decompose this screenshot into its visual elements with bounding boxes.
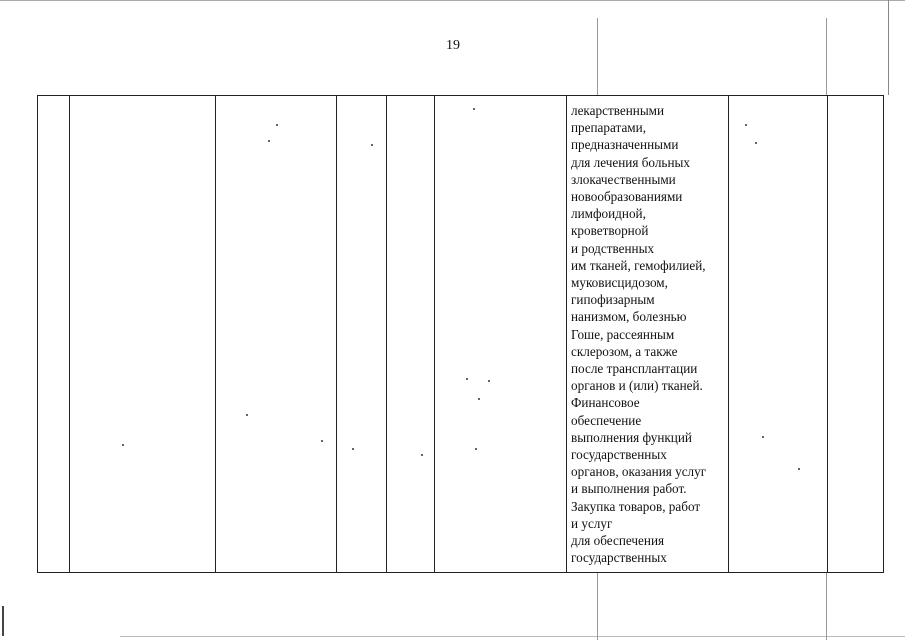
purpose-cell-line: органов, оказания услуг — [571, 464, 707, 480]
column-divider-4 — [386, 96, 387, 572]
purpose-cell-line: выполнения функций — [571, 429, 692, 445]
purpose-cell-line: предназначенными — [571, 137, 679, 153]
scan-edge-right — [888, 0, 889, 95]
scan-fold-line-center — [597, 18, 598, 95]
page-number: 19 — [446, 38, 460, 53]
scan-speck — [276, 124, 278, 126]
column-divider-6 — [566, 96, 567, 572]
scan-speck — [352, 448, 354, 450]
purpose-cell-line: нанизмом, болезнью — [571, 309, 687, 325]
scan-edge-top — [0, 0, 905, 1]
purpose-cell-line: кроветворной — [571, 223, 649, 239]
scan-speck — [268, 140, 270, 142]
purpose-cell-line: лекарственными — [571, 103, 665, 118]
purpose-cell-line: склерозом, а также — [571, 343, 678, 359]
purpose-cell-line: государственных — [571, 550, 667, 566]
scan-speck — [745, 124, 747, 126]
scan-speck — [798, 468, 800, 470]
purpose-cell-line: для лечения больных — [571, 154, 690, 170]
scan-fold-line-center-bottom — [597, 573, 598, 640]
column-divider-8 — [827, 96, 828, 572]
column-divider-1 — [69, 96, 70, 572]
purpose-cell-line: обеспечение — [571, 412, 642, 428]
continuation-table — [37, 95, 884, 573]
purpose-cell-line: для обеспечения — [571, 533, 665, 549]
scan-speck — [246, 414, 248, 416]
scan-speck — [762, 436, 764, 438]
scan-edge-left-mark — [2, 606, 4, 636]
scan-speck — [466, 378, 468, 380]
purpose-cell-line: злокачественными — [571, 171, 676, 187]
purpose-cell — [571, 102, 731, 566]
purpose-cell-line: лимфоидной, — [571, 206, 646, 222]
scan-speck — [421, 454, 423, 456]
purpose-cell-line: препаратами, — [571, 120, 646, 136]
scan-speck — [371, 144, 373, 146]
scan-speck — [475, 448, 477, 450]
purpose-cell-line: Гоше, рассеянным — [571, 326, 675, 342]
purpose-cell-line: и родственных — [571, 240, 655, 256]
purpose-cell-line: государственных — [571, 447, 667, 463]
purpose-cell-line: после трансплантации — [571, 361, 698, 377]
scan-speck — [755, 142, 757, 144]
scan-edge-bottom — [120, 636, 905, 637]
purpose-cell-line: гипофизарным — [571, 292, 655, 308]
purpose-cell-line: органов и (или) тканей. — [571, 378, 703, 394]
scan-fold-line-right — [826, 18, 827, 95]
scan-speck — [321, 440, 323, 442]
column-divider-3 — [336, 96, 337, 572]
scan-speck — [478, 398, 480, 400]
scan-speck — [122, 444, 124, 446]
column-divider-5 — [434, 96, 435, 572]
scan-speck — [488, 380, 490, 382]
purpose-cell-line: и услуг — [571, 515, 613, 531]
purpose-cell-line: муковисцидозом, — [571, 275, 668, 291]
purpose-cell-line: Закупка товаров, работ — [571, 498, 701, 514]
purpose-cell-line: им тканей, гемофилией, — [571, 257, 706, 273]
purpose-cell-line: новообразованиями — [571, 189, 683, 205]
scan-fold-line-right-bottom — [826, 573, 827, 640]
purpose-cell-line: Финансовое — [571, 395, 640, 411]
purpose-cell-line: и выполнения работ. — [571, 481, 687, 497]
scan-speck — [473, 108, 475, 110]
column-divider-2 — [215, 96, 216, 572]
